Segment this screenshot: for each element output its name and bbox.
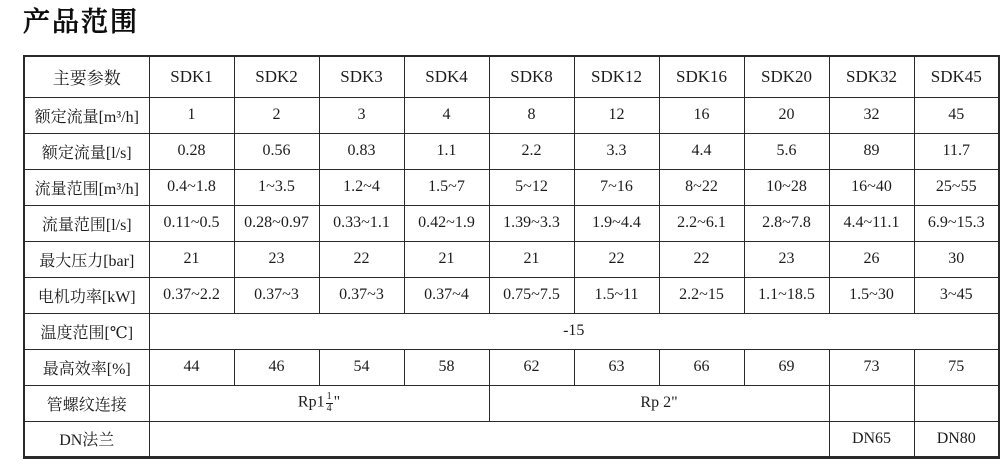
table-cell: 1.1~18.5 bbox=[744, 277, 829, 313]
table-cell: 0.28 bbox=[149, 133, 234, 169]
table-cell: 23 bbox=[234, 241, 319, 277]
table-cell: 45 bbox=[914, 97, 999, 133]
table-cell: 22 bbox=[659, 241, 744, 277]
table-cell: 1.5~11 bbox=[574, 277, 659, 313]
row-label: 管螺纹连接 bbox=[24, 385, 149, 421]
inch-mark: " bbox=[333, 393, 341, 411]
table-cell: 0.37~2.2 bbox=[149, 277, 234, 313]
table-cell: 0.56 bbox=[234, 133, 319, 169]
table-cell: 1~3.5 bbox=[234, 169, 319, 205]
table-cell: 21 bbox=[489, 241, 574, 277]
column-header-sdk32: SDK32 bbox=[829, 56, 914, 97]
table-cell: 0.75~7.5 bbox=[489, 277, 574, 313]
table-cell: 7~16 bbox=[574, 169, 659, 205]
table-cell: 66 bbox=[659, 349, 744, 385]
table-cell-thread-rp114 bbox=[149, 385, 489, 421]
table-cell: 30 bbox=[914, 241, 999, 277]
table-cell: 1.2~4 bbox=[319, 169, 404, 205]
table-cell: 16~40 bbox=[829, 169, 914, 205]
column-header-sdk20: SDK20 bbox=[744, 56, 829, 97]
column-header-sdk3: SDK3 bbox=[319, 56, 404, 97]
table-cell: 58 bbox=[404, 349, 489, 385]
table-cell-dn80: DN80 bbox=[914, 421, 999, 457]
table-cell: 73 bbox=[829, 349, 914, 385]
table-cell: 0.42~1.9 bbox=[404, 205, 489, 241]
table-cell: 0.33~1.1 bbox=[319, 205, 404, 241]
table-cell: 8 bbox=[489, 97, 574, 133]
table-cell: 0.37~3 bbox=[234, 277, 319, 313]
table-row-dn-flange bbox=[24, 421, 999, 457]
table-cell: 1.5~7 bbox=[404, 169, 489, 205]
table-cell: 4.4~11.1 bbox=[829, 205, 914, 241]
column-header-sdk16: SDK16 bbox=[659, 56, 744, 97]
table-row-max-pressure bbox=[24, 241, 999, 277]
table-cell: 1 bbox=[149, 97, 234, 133]
table-cell: 5~12 bbox=[489, 169, 574, 205]
table-cell: 0.28~0.97 bbox=[234, 205, 319, 241]
table-cell: 54 bbox=[319, 349, 404, 385]
table-cell: 2.8~7.8 bbox=[744, 205, 829, 241]
table-cell: 10~28 bbox=[744, 169, 829, 205]
table-cell-empty bbox=[829, 385, 914, 421]
table-row-rated-flow-m3h bbox=[24, 97, 999, 133]
table-cell: 1.5~30 bbox=[829, 277, 914, 313]
row-label: 最高效率[%] bbox=[24, 349, 149, 385]
table-cell: 2.2~15 bbox=[659, 277, 744, 313]
table-cell-dn65: DN65 bbox=[829, 421, 914, 457]
row-label: 最大压力[bar] bbox=[24, 241, 149, 277]
table-cell: 1.9~4.4 bbox=[574, 205, 659, 241]
table-cell: 25~55 bbox=[914, 169, 999, 205]
table-cell: 21 bbox=[149, 241, 234, 277]
table-cell: 63 bbox=[574, 349, 659, 385]
table-cell: 23 bbox=[744, 241, 829, 277]
table-cell-thread-rp2: Rp 2" bbox=[489, 385, 829, 421]
table-row-temperature-range bbox=[24, 313, 999, 349]
product-range-table bbox=[23, 55, 1000, 459]
table-cell: 4.4 bbox=[659, 133, 744, 169]
table-cell: 89 bbox=[829, 133, 914, 169]
table-row-pipe-thread bbox=[24, 385, 999, 421]
table-cell: 21 bbox=[404, 241, 489, 277]
table-cell: 5.6 bbox=[744, 133, 829, 169]
table-cell: 22 bbox=[319, 241, 404, 277]
table-cell: 3 bbox=[319, 97, 404, 133]
table-cell: 32 bbox=[829, 97, 914, 133]
table-cell: 22 bbox=[574, 241, 659, 277]
page-title: 产品范围 bbox=[23, 7, 139, 37]
table-cell: 16 bbox=[659, 97, 744, 133]
table-cell-empty bbox=[149, 421, 829, 457]
fraction: $\frac{1}{4}$ bbox=[326, 391, 332, 414]
table-cell: 2.2 bbox=[489, 133, 574, 169]
table-cell: 1.39~3.3 bbox=[489, 205, 574, 241]
table-cell: 20 bbox=[744, 97, 829, 133]
column-header-sdk1: SDK1 bbox=[149, 56, 234, 97]
table-cell: 0.37~4 bbox=[404, 277, 489, 313]
table-cell: 44 bbox=[149, 349, 234, 385]
table-cell: 0.37~3 bbox=[319, 277, 404, 313]
table-row-flow-range-ls bbox=[24, 205, 999, 241]
table-cell: 3.3 bbox=[574, 133, 659, 169]
table-cell: 8~22 bbox=[659, 169, 744, 205]
column-header-sdk4: SDK4 bbox=[404, 56, 489, 97]
param-header-cell: 主要参数 bbox=[24, 56, 149, 97]
table-cell-empty bbox=[914, 385, 999, 421]
column-header-sdk12: SDK12 bbox=[574, 56, 659, 97]
table-row-motor-power bbox=[24, 277, 999, 313]
table-cell-temperature-merged: -15 bbox=[149, 313, 999, 349]
table-cell: 2.2~6.1 bbox=[659, 205, 744, 241]
table-cell: 0.4~1.8 bbox=[149, 169, 234, 205]
row-label: 电机功率[kW] bbox=[24, 277, 149, 313]
table-row-max-efficiency bbox=[24, 349, 999, 385]
column-header-sdk45: SDK45 bbox=[914, 56, 999, 97]
table-cell: 1.1 bbox=[404, 133, 489, 169]
row-label: 额定流量[l/s] bbox=[24, 133, 149, 169]
table-cell: 62 bbox=[489, 349, 574, 385]
table-cell: 26 bbox=[829, 241, 914, 277]
table-cell: 46 bbox=[234, 349, 319, 385]
table-cell: 2 bbox=[234, 97, 319, 133]
thread-size-text: Rp1 bbox=[297, 393, 325, 411]
table-row-flow-range-m3h bbox=[24, 169, 999, 205]
table-header-row bbox=[24, 56, 999, 97]
table-cell: 0.83 bbox=[319, 133, 404, 169]
row-label: 温度范围[℃] bbox=[24, 313, 149, 349]
column-header-sdk8: SDK8 bbox=[489, 56, 574, 97]
column-header-sdk2: SDK2 bbox=[234, 56, 319, 97]
table-row-rated-flow-ls bbox=[24, 133, 999, 169]
row-label: 额定流量[m³/h] bbox=[24, 97, 149, 133]
table-cell: 4 bbox=[404, 97, 489, 133]
row-label: DN法兰 bbox=[24, 421, 149, 457]
row-label: 流量范围[m³/h] bbox=[24, 169, 149, 205]
table-cell: 11.7 bbox=[914, 133, 999, 169]
table-cell: 0.11~0.5 bbox=[149, 205, 234, 241]
row-label: 流量范围[l/s] bbox=[24, 205, 149, 241]
table-cell: 12 bbox=[574, 97, 659, 133]
table-cell: 3~45 bbox=[914, 277, 999, 313]
table-cell: 75 bbox=[914, 349, 999, 385]
table-cell: 69 bbox=[744, 349, 829, 385]
table-cell: 6.9~15.3 bbox=[914, 205, 999, 241]
